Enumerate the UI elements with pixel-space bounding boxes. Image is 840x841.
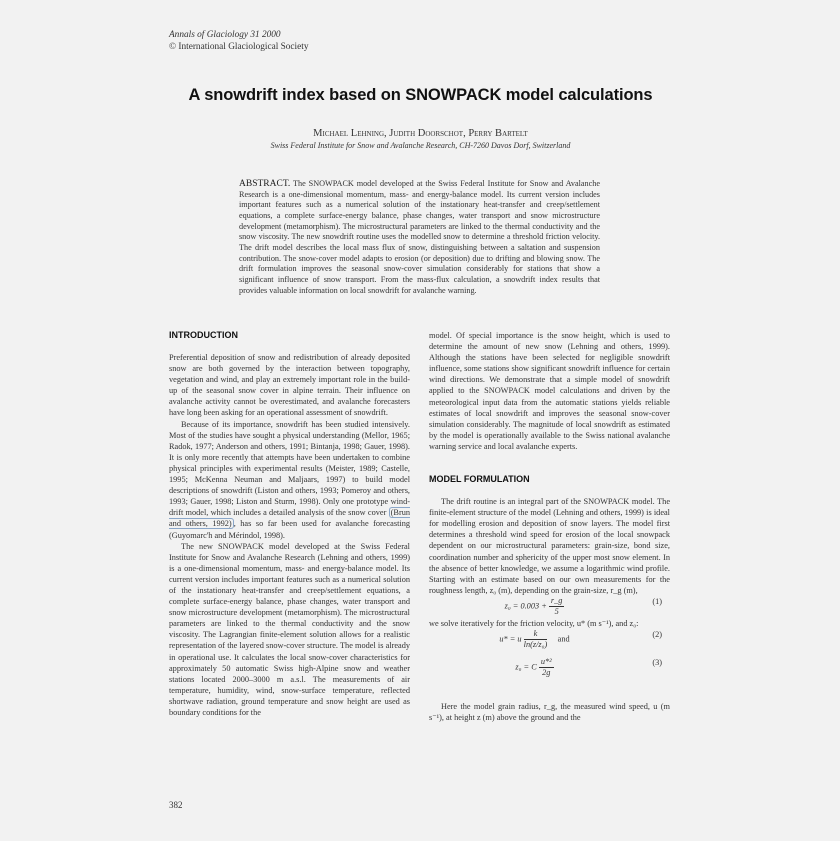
right-column [429, 330, 670, 723]
paragraph: The drift routine is an integral part of the SNOWPACK model. The finite-element structure of the model (Lehning and others, 1999) is ideal for modelling erosion and deposition of snow layers. The model first determines a threshold wind speed for erosion of the local snowpack dependent on our microstructural parameters: grain-size, bond size, coordination number and sphericity of the upper most snow element. In the absence of better knowledge, we assume a logarithmic wind profile. Starting with an estimate based on our own measurements for the roughness length, z₀ (m), depending on the grain-size, r_g (m), [429, 497, 670, 595]
equation-conjunction: and [557, 634, 570, 644]
paragraph-text: , has so far been used for avalanche forecasting (Guyomarc'h and Mérindol, 1998). [169, 519, 410, 540]
equation-1 [429, 596, 670, 618]
paper-page [158, 20, 683, 832]
equation-denominator: ln(z/z₀) [523, 639, 548, 649]
equation-number: (3) [652, 657, 662, 667]
journal-copyright: © International Glaciological Society [169, 42, 309, 52]
paper-affiliation: Swiss Federal Institute for Snow and Avalanche Research, CH-7260 Davos Dorf, Switzerland [270, 141, 571, 150]
paragraph: Here the model grain radius, r_g, the measured wind speed, u (m s⁻¹), at height z (m) above the ground and the [429, 701, 670, 723]
equation-denominator: 5 [554, 606, 559, 616]
equation-numerator: r_g [550, 595, 563, 605]
abstract [239, 179, 600, 296]
equation-number: (2) [652, 629, 662, 639]
paper-authors: Michael Lehning, Judith Doorschot, Perry Bartelt [313, 128, 528, 139]
equation-text: z₀ = 0.003 + [504, 601, 547, 611]
equation-numerator: u*² [540, 656, 552, 666]
equation-denominator: 2g [542, 667, 551, 677]
equation-2 [429, 629, 670, 657]
citation-link[interactable]: (Brun and others, 1992) [169, 508, 410, 529]
journal-citation: Annals of Glaciology 31 2000 [169, 30, 281, 40]
abstract-text: The SNOWPACK model developed at the Swiss Federal Institute for Snow and Avalanche Research is a one-dimensional momentum, mass- and energy-balance model. Its current version includes important features such as a numerical solution of the instationary heat-transfer and creep/settlement equations, a complete surface-energy balance, phase changes, water transport and snow microstructure development (metamorphism). The microstructural parameters are linked to the thermal conductivity and the snow viscosity. The new snowdrift routine uses the modelled snow to determine a threshold friction velocity. The drift model describes the local mass flux of snow, distinguishing between a saltation and suspension contribution. The snow-cover model adapts to erosion (or deposition) due to drifting and blowing snow. The drift formulation improves the seasonal snow-cover simulation considerably for stations that show a significant influence of snow transport. From the mass-flux calculation, a snowdrift index results that provides valuable information on local snowdrift for avalanche warning. [239, 179, 600, 295]
left-column [169, 330, 410, 718]
equation-numerator: k [524, 629, 548, 640]
abstract-label: ABSTRACT. [239, 179, 291, 189]
paragraph: Preferential deposition of snow and redistribution of already deposited snow are both governed by the interaction between topography, vegetation and wind, and play an extremely important role in the build-up of the seasonal snow cover in alpine terrain. Their influence on avalanche activity cannot be overestimated, and avalanche forecasters have long been asking for an operational assessment of snowdrift. [169, 353, 410, 418]
paper-title: A snowdrift index based on SNOWPACK model calculations [188, 86, 653, 104]
paragraph: model. Of special importance is the snow height, which is used to determine the amount of new snow (Lehning and others, 1999). Although the stations have been selected for negligible snowdrift influence, some stations show significant snowdrift influence for certain wind directions. We demonstrate that a simple model of snowdrift applied to the SNOWPACK model calculations and driven by the meteorological input data from the automatic stations yields reliable estimates of local snowdrift and improves the seasonal snow-cover simulation considerably. The magnitude of local snowdrift as estimated by the model is operationally available to the Swiss national avalanche warning service and local avalanche experts. [429, 331, 670, 451]
paragraph: we solve iteratively for the friction velocity, u* (m s⁻¹), and z₀: [429, 618, 639, 628]
page-number: 382 [169, 800, 183, 810]
equation-number: (1) [652, 596, 662, 606]
paragraph: The new SNOWPACK model developed at the Swiss Federal Institute for Snow and Avalanche Research (Lehning and others, 1999) is a one-dimensional momentum, mass- and energy-balance model. Its current version includes important features such as a numerical solution of the instationary heat-transfer and creep/settlement equations, a complete surface-energy balance, phase changes, water transport and snow microstructure development (metamorphism). The microstructural parameters are linked to the thermal conductivity and the snow viscosity. The Lagrangian finite-element solution allows for a realistic representation of the layered snow-cover structure. The model is already in operational use. It calculates the local snow-cover characteristics for approximately 50 automatic Swiss high-Alpine snow and weather stations located 2000–3000 m a.s.l. The measurements of air temperature, humidity, wind, snow-surface temperature, reflected shortwave radiation, ground temperature and snow height are used as boundary conditions for the [169, 541, 410, 717]
paragraph-text: Because of its importance, snowdrift has been studied intensively. Most of the studies have sought a physical understanding (Mellor, 1965; Radok, 1977; Anderson and others, 1991; Bintanja, 1998; Gauer, 1998). It is only more recently that attempts have been undertaken to combine physical principles with experimental results (Meister, 1989; Castelle, 1995; McKenna Neuman and Maljaars, 1997) to build model descriptions of snowdrift (Liston and others, 1993; Pomeroy and others, 1993; Gauer, 1998; Liston and Sturm, 1998). Only one prototype wind-drift model, which includes a detailed analysis of the snow cover [169, 419, 410, 518]
section-heading-model-formulation: MODEL FORMULATION [429, 474, 530, 485]
section-heading-introduction: INTRODUCTION [169, 330, 238, 340]
equation-text: z₀ = C [515, 662, 537, 672]
equation-text: u* = u [499, 634, 522, 644]
paragraph [169, 419, 410, 541]
journal-header [169, 29, 309, 53]
equation-3 [429, 657, 670, 685]
